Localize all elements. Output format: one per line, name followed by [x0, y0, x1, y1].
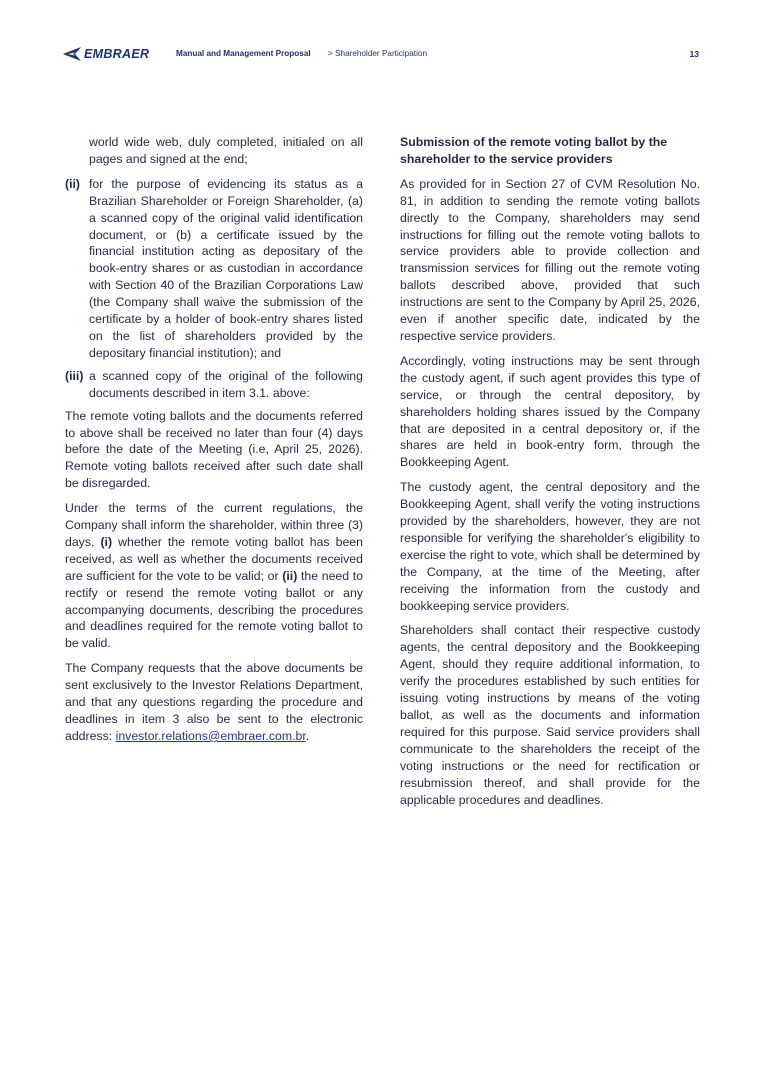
section-heading: Submission of the remote voting ballot by the shareholder to the service providers: [400, 135, 668, 166]
section-breadcrumb: > Shareholder Participation: [328, 49, 427, 58]
list-item-ii: [65, 176, 363, 362]
embraer-logo: [62, 45, 149, 63]
list-item-text: for the purpose of evidencing its status as a Brazilian Shareholder or Foreign Shareholder, (a) a scanned copy of the original valid identification document, or (b) a certificate issued by the financial institution acting as depositary of the book-entry shares or as custodian in accordance with Section 40 of the Brazilian Corporations Law (the Company shall waive the submission of the certificate by a holder of book-entry shares listed on the list of shareholders provided by the depositary financial institution); and: [89, 176, 363, 360]
logo-wordmark: EMBRAER: [84, 47, 150, 61]
list-item-iii: [65, 368, 363, 402]
paragraph-3: The custody agent, the central depository and the Bookkeeping Agent, shall verify the voting instructions provided by the shareholders, however, they are not responsible for verifying the shareholder's eligibility to exercise the right to vote, which shall be determined by the Company, at the time of the Meeting, after receiving the information from the custody and bookkeeping service providers.: [400, 480, 700, 613]
list-item-text: a scanned copy of the original of the following documents described in item 3.1. above:: [89, 368, 363, 400]
list-marker: (iii): [65, 368, 84, 383]
embraer-plane-icon: [62, 46, 82, 62]
paragraph-request: [65, 660, 363, 745]
continuation-text: world wide web, duly completed, initialed on all pages and signed at the end;: [89, 135, 363, 166]
paragraph-inform: [65, 500, 363, 652]
text-span: the need to rectify or resend the remote voting ballot or any accompanying documents, describing the procedures and deadlines required for the remote voting ballot to be valid.: [65, 568, 363, 651]
document-title: Manual and Management Proposal: [176, 49, 311, 58]
email-link[interactable]: investor.relations@embraer.com.br: [115, 728, 306, 743]
marker-ii: (ii): [282, 568, 298, 583]
paragraph-1: As provided for in Section 27 of CVM Resolution No. 81, in addition to sending the remote voting ballots directly to the Company, shareholders may send instructions for filling out the remote voting ballots to service providers able to provide collection and transmission services for filling out the remote voting ballots described above, provided that such instructions are sent to the Company by April 25, 2026, even if another specific date, indicated by the respective service providers.: [400, 176, 700, 343]
text-span: .: [305, 728, 310, 743]
marker-i: (i): [100, 534, 113, 549]
paragraph-deadline: The remote voting ballots and the documents referred to above shall be received no later than four (4) days before the date of the Meeting (i.e, April 25, 2026). Remote voting ballots received after such date shall be disregarded.: [65, 408, 363, 491]
text-span: whether the remote voting ballot has been received, as well as whether the documents received are sufficient for the vote to be valid; or: [65, 534, 363, 583]
text-span: The Company requests that the above documents be sent exclusively to the Investor Relations Department, and that any questions regarding the procedure and deadlines in item 3 also be sent to the electronic address:: [65, 661, 363, 743]
paragraph-2: Accordingly, voting instructions may be sent through the custody agent, if such agent provides this type of service, or through the central depository, by shareholders holding shares issued by the Company that are deposited in a central depository or, if the shares are held in book-entry form, through the Bookkeeping Agent.: [400, 353, 700, 470]
right-column: [400, 134, 700, 816]
left-column: [65, 134, 363, 753]
list-marker: (ii): [65, 176, 81, 191]
text-span: Under the terms of the current regulations, the Company shall inform the shareholder, within three (3) days,: [65, 501, 363, 549]
paragraph-4: Shareholders shall contact their respective custody agents, the central depository and the Bookkeeping Agent, should they require additional information, to verify the procedures established by such entities for issuing voting instructions by means of the voting ballot, as well as the documents and information required for this purpose. Said service providers shall communicate to the shareholders the receipt of the voting instructions or the need for rectification or resubmission thereof, and shall provide for the applicable procedures and deadlines.: [400, 623, 700, 807]
page-number: 13: [689, 49, 699, 59]
page-header: [62, 44, 702, 66]
